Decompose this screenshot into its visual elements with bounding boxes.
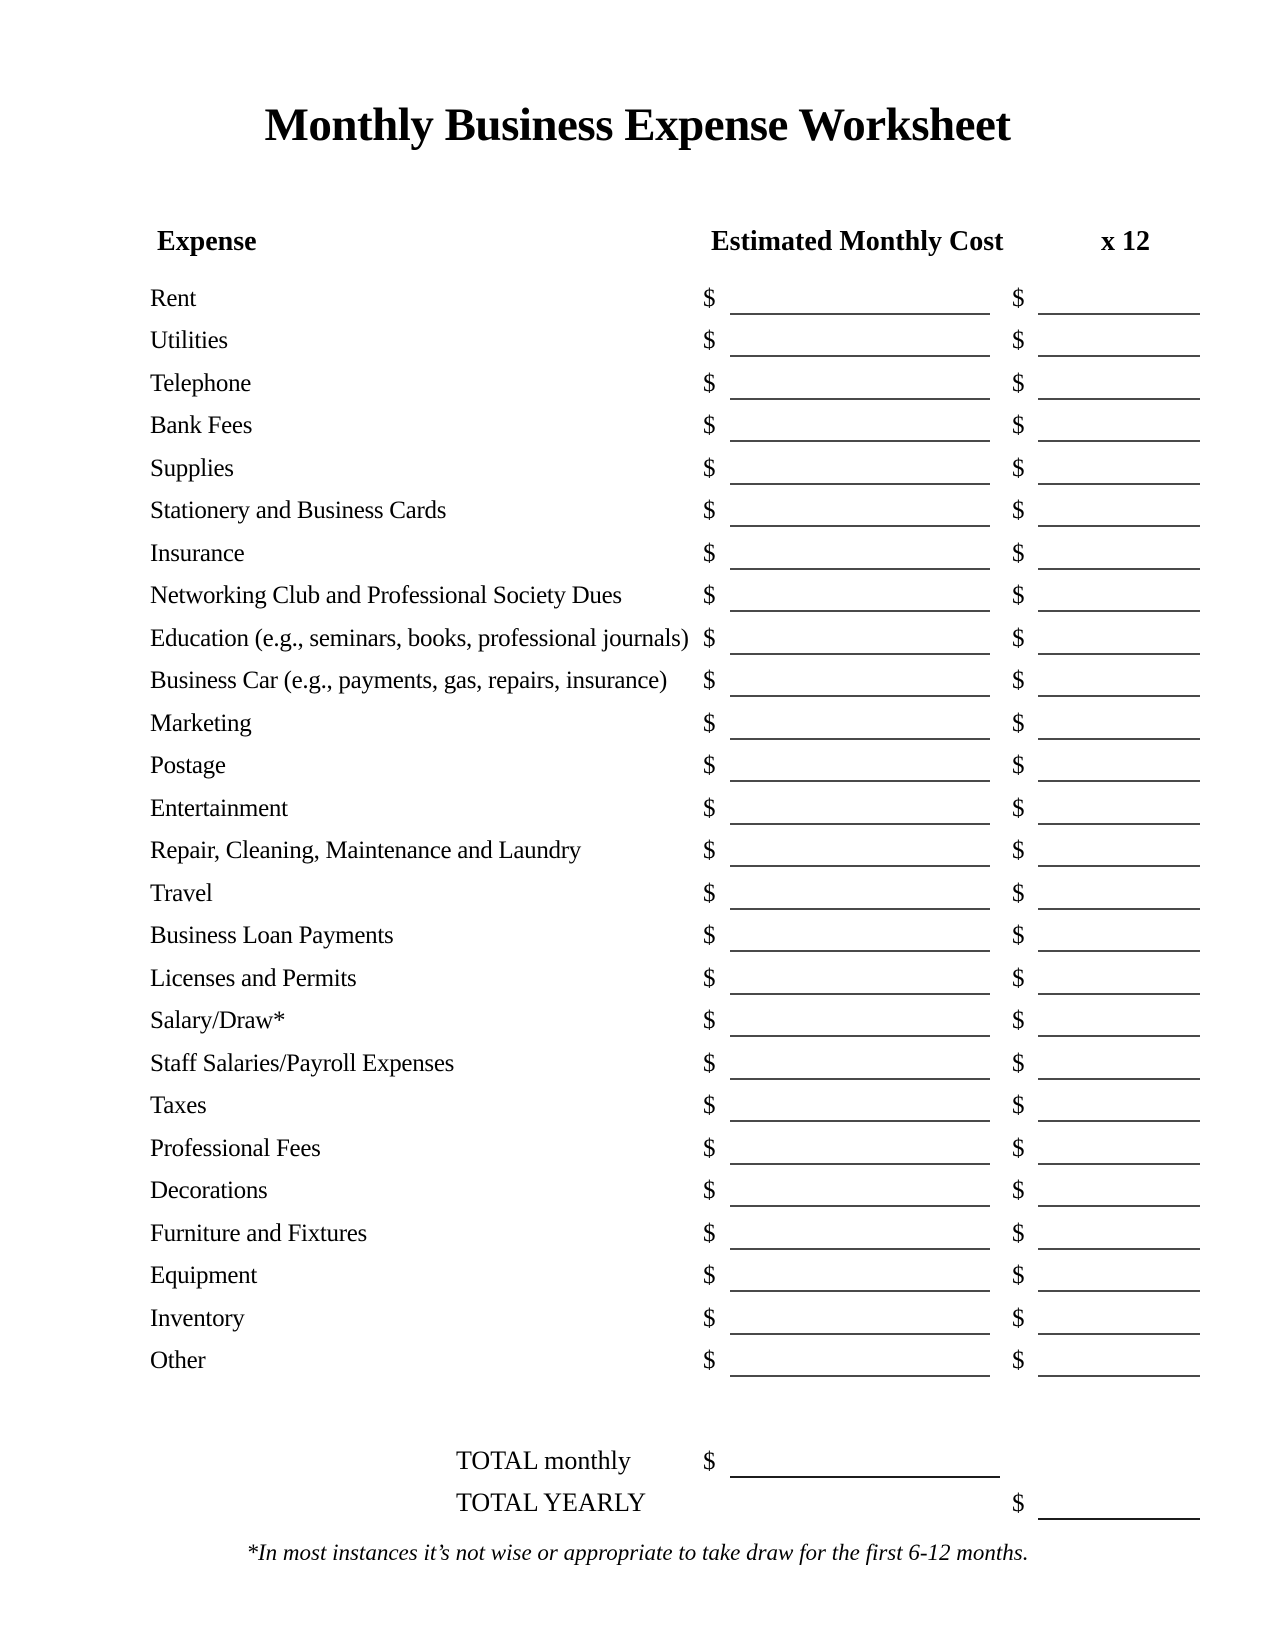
monthly-amount-field[interactable] [730, 1333, 990, 1335]
monthly-amount-field[interactable] [730, 653, 990, 655]
dollar-sign: $ [1012, 582, 1025, 609]
dollar-sign: $ [1012, 1262, 1025, 1289]
monthly-amount-field[interactable] [730, 355, 990, 357]
dollar-sign: $ [1012, 709, 1025, 737]
dollar-sign: $ [1012, 1304, 1025, 1332]
x12-column-header: x 12 [1101, 226, 1150, 257]
monthly-amount-field[interactable] [730, 1205, 990, 1207]
dollar-sign: $ [1012, 1490, 1025, 1517]
monthly-amount-field[interactable] [730, 908, 990, 910]
dollar-sign: $ [1012, 369, 1025, 397]
monthly-amount-field[interactable] [730, 695, 990, 697]
yearly-amount-field[interactable] [1038, 908, 1200, 910]
yearly-amount-field[interactable] [1038, 610, 1200, 612]
dollar-sign: $ [703, 369, 716, 397]
monthly-amount-field[interactable] [730, 313, 990, 315]
dollar-sign: $ [1012, 1007, 1025, 1034]
expense-column-header: Expense [157, 226, 257, 257]
dollar-sign: $ [703, 1007, 716, 1034]
yearly-amount-field[interactable] [1038, 1248, 1200, 1250]
dollar-sign: $ [1012, 539, 1025, 567]
yearly-amount-field[interactable] [1038, 738, 1200, 740]
total-yearly-row [0, 1483, 1275, 1526]
yearly-amount-field[interactable] [1038, 355, 1200, 357]
monthly-amount-field[interactable] [730, 398, 990, 400]
monthly-amount-field[interactable] [730, 738, 990, 740]
total-monthly-amount-field[interactable] [730, 1476, 1000, 1478]
expense-label: Travel [150, 879, 213, 907]
dollar-sign: $ [1012, 497, 1025, 524]
page-title: Monthly Business Expense Worksheet [264, 99, 1011, 151]
monthly-amount-field[interactable] [730, 1120, 990, 1122]
expense-row [0, 617, 1275, 660]
dollar-sign: $ [1012, 1347, 1025, 1374]
dollar-sign: $ [703, 1447, 716, 1475]
expense-row [0, 405, 1275, 448]
expense-row [0, 787, 1275, 830]
total-monthly-row [0, 1440, 1275, 1483]
expense-label: Furniture and Fixtures [150, 1219, 367, 1247]
dollar-sign: $ [703, 964, 716, 992]
dollar-sign: $ [703, 1177, 716, 1204]
dollar-sign: $ [1012, 454, 1025, 482]
dollar-sign: $ [1012, 922, 1025, 949]
expense-row [0, 1297, 1275, 1340]
expense-row [0, 1170, 1275, 1213]
dollar-sign: $ [703, 1347, 716, 1374]
expense-label: Marketing [150, 709, 252, 737]
dollar-sign: $ [1012, 1177, 1025, 1204]
dollar-sign: $ [703, 879, 716, 907]
yearly-amount-field[interactable] [1038, 1333, 1200, 1335]
expense-row [0, 575, 1275, 618]
expense-row [0, 447, 1275, 490]
yearly-amount-field[interactable] [1038, 1205, 1200, 1207]
monthly-amount-field[interactable] [730, 525, 990, 527]
total-monthly-label: TOTAL monthly [456, 1445, 631, 1475]
expense-row [0, 957, 1275, 1000]
monthly-amount-field[interactable] [730, 1375, 990, 1377]
dollar-sign: $ [1012, 879, 1025, 907]
expense-label: Insurance [150, 539, 245, 567]
expense-label: Repair, Cleaning, Maintenance and Laundry [150, 837, 581, 864]
expense-label: Bank Fees [150, 412, 253, 439]
expense-row [0, 1085, 1275, 1128]
expense-row [0, 1340, 1275, 1383]
total-yearly-label: TOTAL YEARLY [456, 1488, 647, 1517]
expense-label: Utilities [150, 327, 228, 354]
expense-label: Taxes [150, 1092, 207, 1119]
yearly-amount-field[interactable] [1038, 568, 1200, 570]
monthly-amount-field[interactable] [730, 865, 990, 867]
dollar-sign: $ [1012, 412, 1025, 439]
expense-label: Inventory [150, 1304, 245, 1332]
yearly-amount-field[interactable] [1038, 780, 1200, 782]
yearly-amount-field[interactable] [1038, 1375, 1200, 1377]
dollar-sign: $ [703, 412, 716, 439]
dollar-sign: $ [703, 1134, 716, 1162]
expense-label: Licenses and Permits [150, 964, 357, 992]
yearly-amount-field[interactable] [1038, 950, 1200, 952]
dollar-sign: $ [703, 1262, 716, 1289]
dollar-sign: $ [1012, 667, 1025, 694]
yearly-amount-field[interactable] [1038, 865, 1200, 867]
dollar-sign: $ [703, 1049, 716, 1077]
yearly-amount-field[interactable] [1038, 440, 1200, 442]
monthly-amount-field[interactable] [730, 993, 990, 995]
expense-label: Education (e.g., seminars, books, professional journals) [150, 624, 689, 652]
yearly-amount-field[interactable] [1038, 993, 1200, 995]
dollar-sign: $ [703, 794, 716, 822]
expense-label: Business Loan Payments [150, 922, 394, 949]
expense-row [0, 915, 1275, 958]
totals-section [0, 1440, 1275, 1525]
expense-row [0, 362, 1275, 405]
dollar-sign: $ [703, 922, 716, 949]
dollar-sign: $ [1012, 964, 1025, 992]
dollar-sign: $ [703, 709, 716, 737]
expense-label: Equipment [150, 1262, 258, 1289]
expense-label: Professional Fees [150, 1134, 321, 1162]
expense-row [0, 490, 1275, 533]
expense-label: Telephone [150, 369, 252, 397]
expense-row [0, 1127, 1275, 1170]
dollar-sign: $ [703, 837, 716, 864]
dollar-sign: $ [1012, 1049, 1025, 1077]
yearly-amount-field[interactable] [1038, 1290, 1200, 1292]
dollar-sign: $ [703, 539, 716, 567]
dollar-sign: $ [703, 667, 716, 694]
expense-row [0, 1255, 1275, 1298]
monthly-amount-field[interactable] [730, 440, 990, 442]
expense-label: Salary/Draw* [150, 1007, 286, 1034]
monthly-amount-field[interactable] [730, 950, 990, 952]
dollar-sign: $ [1012, 327, 1025, 354]
yearly-amount-field[interactable] [1038, 823, 1200, 825]
monthly-amount-field[interactable] [730, 1163, 990, 1165]
monthly-amount-field[interactable] [730, 1035, 990, 1037]
yearly-amount-field[interactable] [1038, 483, 1200, 485]
dollar-sign: $ [703, 1219, 716, 1247]
expense-row [0, 1042, 1275, 1085]
expense-label: Entertainment [150, 794, 288, 822]
dollar-sign: $ [703, 454, 716, 482]
dollar-sign: $ [1012, 284, 1025, 312]
expense-row [0, 830, 1275, 873]
column-headers [0, 226, 1275, 262]
monthly-amount-field[interactable] [730, 780, 990, 782]
total-yearly-amount-field[interactable] [1038, 1518, 1200, 1520]
monthly-amount-field[interactable] [730, 483, 990, 485]
draw-footnote: *In most instances it’s not wise or appropriate to take draw for the first 6-12 months. [246, 1540, 1029, 1565]
expense-label: Decorations [150, 1177, 268, 1204]
dollar-sign: $ [703, 327, 716, 354]
dollar-sign: $ [1012, 1134, 1025, 1162]
expense-label: Business Car (e.g., payments, gas, repairs, insurance) [150, 667, 667, 694]
yearly-amount-field[interactable] [1038, 1035, 1200, 1037]
expense-label: Postage [150, 752, 226, 779]
dollar-sign: $ [703, 284, 716, 312]
dollar-sign: $ [703, 752, 716, 779]
expense-rows [0, 277, 1275, 1382]
yearly-amount-field[interactable] [1038, 398, 1200, 400]
monthly-amount-field[interactable] [730, 1290, 990, 1292]
dollar-sign: $ [703, 582, 716, 609]
expense-row [0, 320, 1275, 363]
dollar-sign: $ [703, 624, 716, 652]
expense-label: Networking Club and Professional Society Dues [150, 582, 622, 609]
yearly-amount-field[interactable] [1038, 1120, 1200, 1122]
expense-label: Supplies [150, 454, 234, 482]
dollar-sign: $ [703, 497, 716, 524]
yearly-amount-field[interactable] [1038, 1078, 1200, 1080]
expense-label: Other [150, 1347, 206, 1374]
expense-row [0, 745, 1275, 788]
expense-row [0, 277, 1275, 320]
dollar-sign: $ [1012, 1092, 1025, 1119]
expense-label: Rent [150, 284, 197, 312]
expense-row [0, 1000, 1275, 1043]
monthly-amount-field[interactable] [730, 568, 990, 570]
dollar-sign: $ [1012, 794, 1025, 822]
yearly-amount-field[interactable] [1038, 313, 1200, 315]
expense-row [0, 702, 1275, 745]
monthly-amount-field[interactable] [730, 610, 990, 612]
dollar-sign: $ [703, 1304, 716, 1332]
expense-row [0, 532, 1275, 575]
expense-row [0, 660, 1275, 703]
monthly-amount-field[interactable] [730, 1078, 990, 1080]
yearly-amount-field[interactable] [1038, 525, 1200, 527]
expense-label: Staff Salaries/Payroll Expenses [150, 1049, 455, 1077]
yearly-amount-field[interactable] [1038, 653, 1200, 655]
monthly-amount-field[interactable] [730, 1248, 990, 1250]
expense-row [0, 872, 1275, 915]
monthly-amount-field[interactable] [730, 823, 990, 825]
dollar-sign: $ [1012, 1219, 1025, 1247]
yearly-amount-field[interactable] [1038, 695, 1200, 697]
monthly-cost-column-header: Estimated Monthly Cost [711, 226, 1004, 257]
dollar-sign: $ [1012, 837, 1025, 864]
expense-label: Stationery and Business Cards [150, 497, 447, 524]
dollar-sign: $ [1012, 624, 1025, 652]
dollar-sign: $ [1012, 752, 1025, 779]
expense-row [0, 1212, 1275, 1255]
dollar-sign: $ [703, 1092, 716, 1119]
yearly-amount-field[interactable] [1038, 1163, 1200, 1165]
